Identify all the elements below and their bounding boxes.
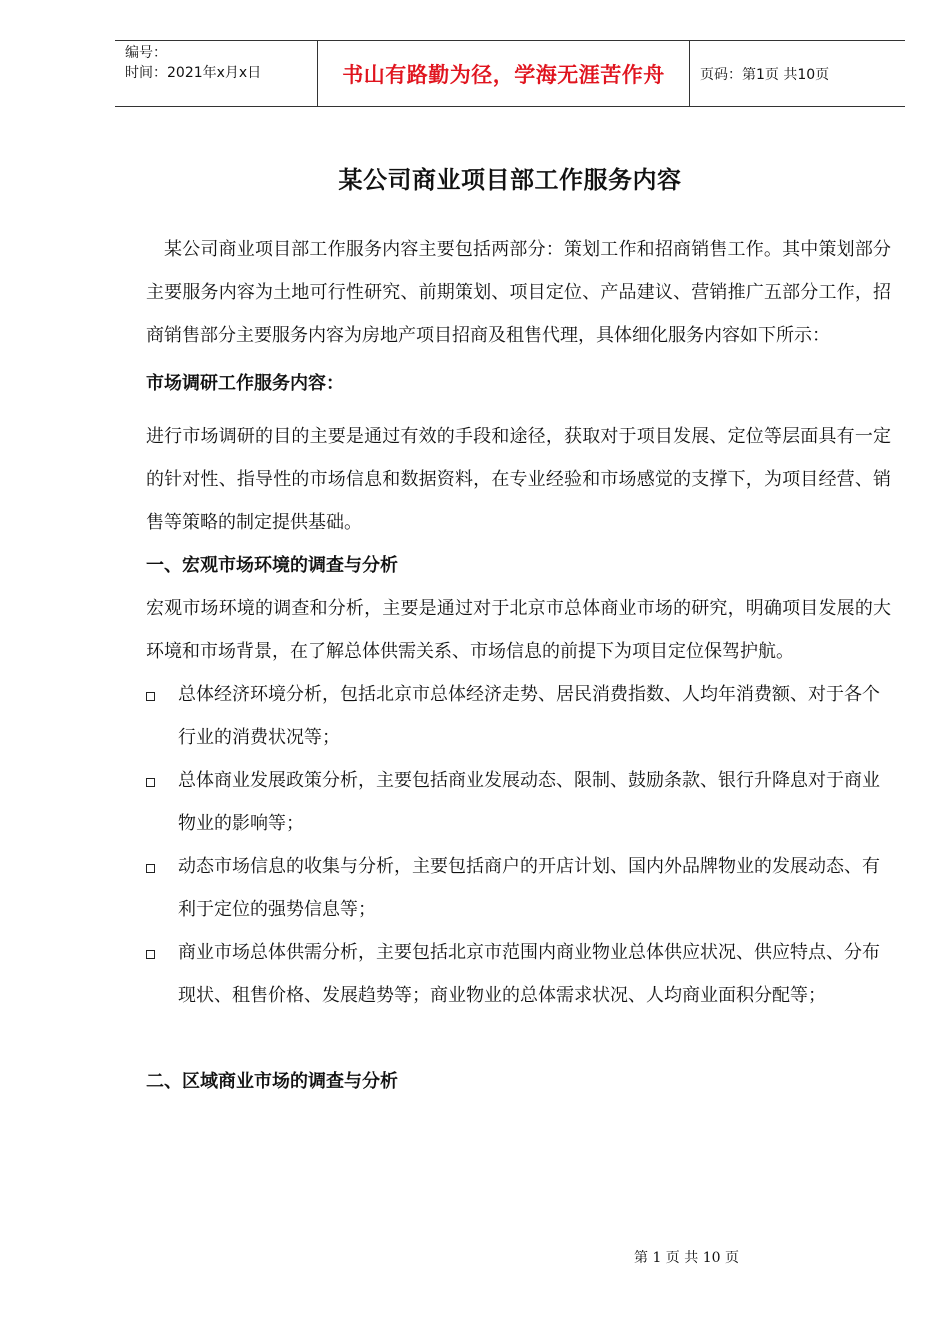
square-bullet-icon <box>146 864 155 873</box>
document-title: 某公司商业项目部工作服务内容 <box>338 165 682 194</box>
section1-heading: 一、宏观市场环境的调查与分析 <box>146 555 398 576</box>
square-bullet-icon <box>146 692 155 701</box>
section2-heading: 二、区域商业市场的调查与分析 <box>146 1071 398 1092</box>
square-bullet-icon <box>146 778 155 787</box>
footer-page-number: 第 1 页 共 10 页 <box>634 1250 739 1266</box>
market-research-heading: 市场调研工作服务内容： <box>146 373 344 394</box>
intro-paragraph: 某公司商业项目部工作服务内容主要包括两部分：策划工作和招商销售工作。其中策划部分主要服务内容为土地可行性研究、前期策划、项目定位、产品建议、营销推广五部分工作，招商销售部分主要服务内容为房地产项目招商及租售代理，具体细化服务内容如下所示： <box>146 239 891 346</box>
document-body <box>146 228 891 1103</box>
list-item-text: 动态市场信息的收集与分析，主要包括商户的开店计划、国内外品牌物业的发展动态、有利于定位的强势信息等； <box>178 856 880 920</box>
list-item-text: 总体经济环境分析，包括北京市总体经济走势、居民消费指数、人均年消费额、对于各个行业的消费状况等； <box>178 684 880 748</box>
header-time-label: 时间：2021年x月x日 <box>125 65 262 81</box>
header-code-label: 编号： <box>125 45 167 61</box>
list-item-text: 总体商业发展政策分析，主要包括商业发展动态、限制、鼓励条款、银行升降息对于商业物业的影响等； <box>178 770 880 834</box>
header-page-info: 页码：第1页 共10页 <box>700 66 830 83</box>
list-item-text: 商业市场总体供需分析，主要包括北京市范围内商业物业总体供应状况、供应特点、分布现状、租售价格、发展趋势等；商业物业的总体需求状况、人均商业面积分配等； <box>178 942 880 1006</box>
list-item <box>146 931 891 1017</box>
header-motto: 书山有路勤为径，学海无涯苦作舟 <box>317 41 690 106</box>
market-research-paragraph: 进行市场调研的目的主要是通过有效的手段和途径，获取对于项目发展、定位等层面具有一定的针对性、指导性的市场信息和数据资料，在专业经验和市场感觉的支撑下，为项目经营、销售等策略的制定提供基础。 <box>146 426 891 533</box>
header-meta <box>115 41 317 106</box>
page-header <box>115 40 905 107</box>
square-bullet-icon <box>146 950 155 959</box>
list-item <box>146 759 891 845</box>
section1-paragraph: 宏观市场环境的调查和分析，主要是通过对于北京市总体商业市场的研究，明确项目发展的大环境和市场背景，在了解总体供需关系、市场信息的前提下为项目定位保驾护航。 <box>146 598 891 662</box>
list-item <box>146 845 891 931</box>
list-item <box>146 673 891 759</box>
